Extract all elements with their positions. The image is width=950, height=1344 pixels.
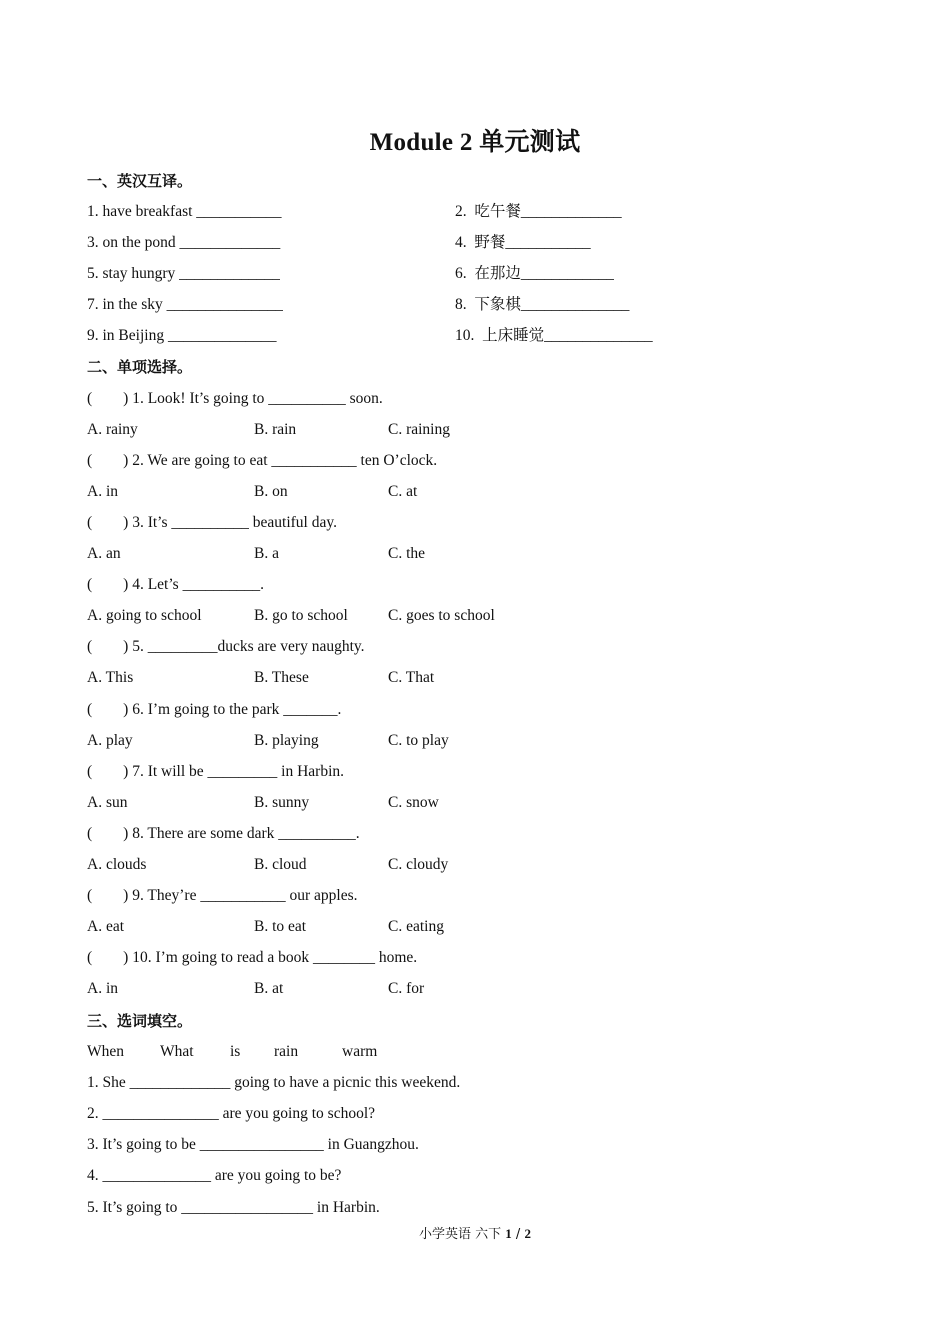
section-heading-translation: 一、英汉互译。: [87, 172, 193, 190]
option-c: C. eating: [388, 918, 444, 935]
option-c: C. for: [388, 980, 425, 997]
option-a: A. sun: [87, 794, 128, 811]
option-b: B. rain: [254, 421, 297, 438]
option-b: B. a: [254, 545, 279, 562]
footer-text: 小学英语 六下: [419, 1227, 506, 1242]
translation-item: 6. 在那边____________: [455, 265, 614, 282]
question-line: ( ) 9. They’re ___________ our apples.: [87, 887, 358, 904]
option-c: C. raining: [388, 421, 450, 438]
option-a: A. eat: [87, 918, 125, 935]
question-line: ( ) 1. Look! It’s going to __________ soon.: [87, 390, 383, 407]
translation-item: 2. 吃午餐_____________: [455, 203, 622, 220]
option-b: B. playing: [254, 732, 319, 749]
question-line: ( ) 7. It will be _________ in Harbin.: [87, 763, 345, 780]
question-line: ( ) 4. Let’s __________.: [87, 576, 264, 593]
translation-item: 7. in the sky _______________: [87, 296, 283, 313]
fill-item: 5. It’s going to _________________ in Harbin.: [87, 1199, 380, 1216]
option-c: C. to play: [388, 732, 449, 749]
word-bank-item: is: [230, 1043, 241, 1060]
option-c: C. snow: [388, 794, 439, 811]
page-title: Module 2 单元测试: [369, 129, 581, 156]
fill-item: 3. It’s going to be ________________ in Guangzhou.: [87, 1136, 419, 1153]
translation-item: 8. 下象棋______________: [455, 296, 630, 313]
option-c: C. at: [388, 483, 418, 500]
fill-item: 2. _______________ are you going to school?: [87, 1105, 376, 1122]
question-line: ( ) 10. I’m going to read a book ________ home.: [87, 949, 418, 966]
option-a: A. in: [87, 483, 118, 500]
page-total: 2: [524, 1226, 531, 1241]
translation-item: 5. stay hungry _____________: [87, 265, 280, 282]
word-bank-item: rain: [274, 1043, 299, 1060]
option-a: A. going to school: [87, 607, 202, 624]
question-line: ( ) 8. There are some dark __________.: [87, 825, 360, 842]
translation-item: 4. 野餐___________: [455, 234, 591, 251]
option-b: B. go to school: [254, 607, 348, 624]
word-bank-item: warm: [342, 1043, 378, 1060]
question-line: ( ) 3. It’s __________ beautiful day.: [87, 514, 337, 531]
option-a: A. play: [87, 732, 133, 749]
page-separator: /: [511, 1227, 525, 1242]
translation-item: 1. have breakfast ___________: [87, 203, 282, 220]
question-line: ( ) 2. We are going to eat ___________ ten O’clock.: [87, 452, 438, 469]
option-b: B. These: [254, 669, 309, 686]
option-b: B. sunny: [254, 794, 310, 811]
word-bank-item: When: [87, 1043, 125, 1060]
page-number: 1: [505, 1226, 512, 1241]
option-b: B. at: [254, 980, 284, 997]
option-a: A. in: [87, 980, 118, 997]
question-line: ( ) 5. _________ducks are very naughty.: [87, 638, 365, 655]
translation-item: 9. in Beijing ______________: [87, 327, 277, 344]
fill-item: 4. ______________ are you going to be?: [87, 1167, 342, 1184]
option-c: C. That: [388, 669, 435, 686]
option-a: A. clouds: [87, 856, 147, 873]
question-line: ( ) 6. I’m going to the park _______.: [87, 701, 342, 718]
translation-item: 3. on the pond _____________: [87, 234, 281, 251]
option-c: C. the: [388, 545, 426, 562]
option-b: B. to eat: [254, 918, 307, 935]
word-bank-item: What: [160, 1043, 194, 1060]
option-a: A. This: [87, 669, 134, 686]
section-heading-fill: 三、选词填空。: [87, 1012, 193, 1030]
option-c: C. cloudy: [388, 856, 449, 873]
option-b: B. on: [254, 483, 288, 500]
option-a: A. rainy: [87, 421, 138, 438]
option-a: A. an: [87, 545, 121, 562]
option-b: B. cloud: [254, 856, 307, 873]
page-footer: [0, 1223, 950, 1242]
translation-item: 10. 上床睡觉______________: [455, 327, 653, 344]
option-c: C. goes to school: [388, 607, 495, 624]
fill-item: 1. She _____________ going to have a picnic this weekend.: [87, 1074, 461, 1091]
section-heading-choice: 二、单项选择。: [87, 358, 193, 376]
